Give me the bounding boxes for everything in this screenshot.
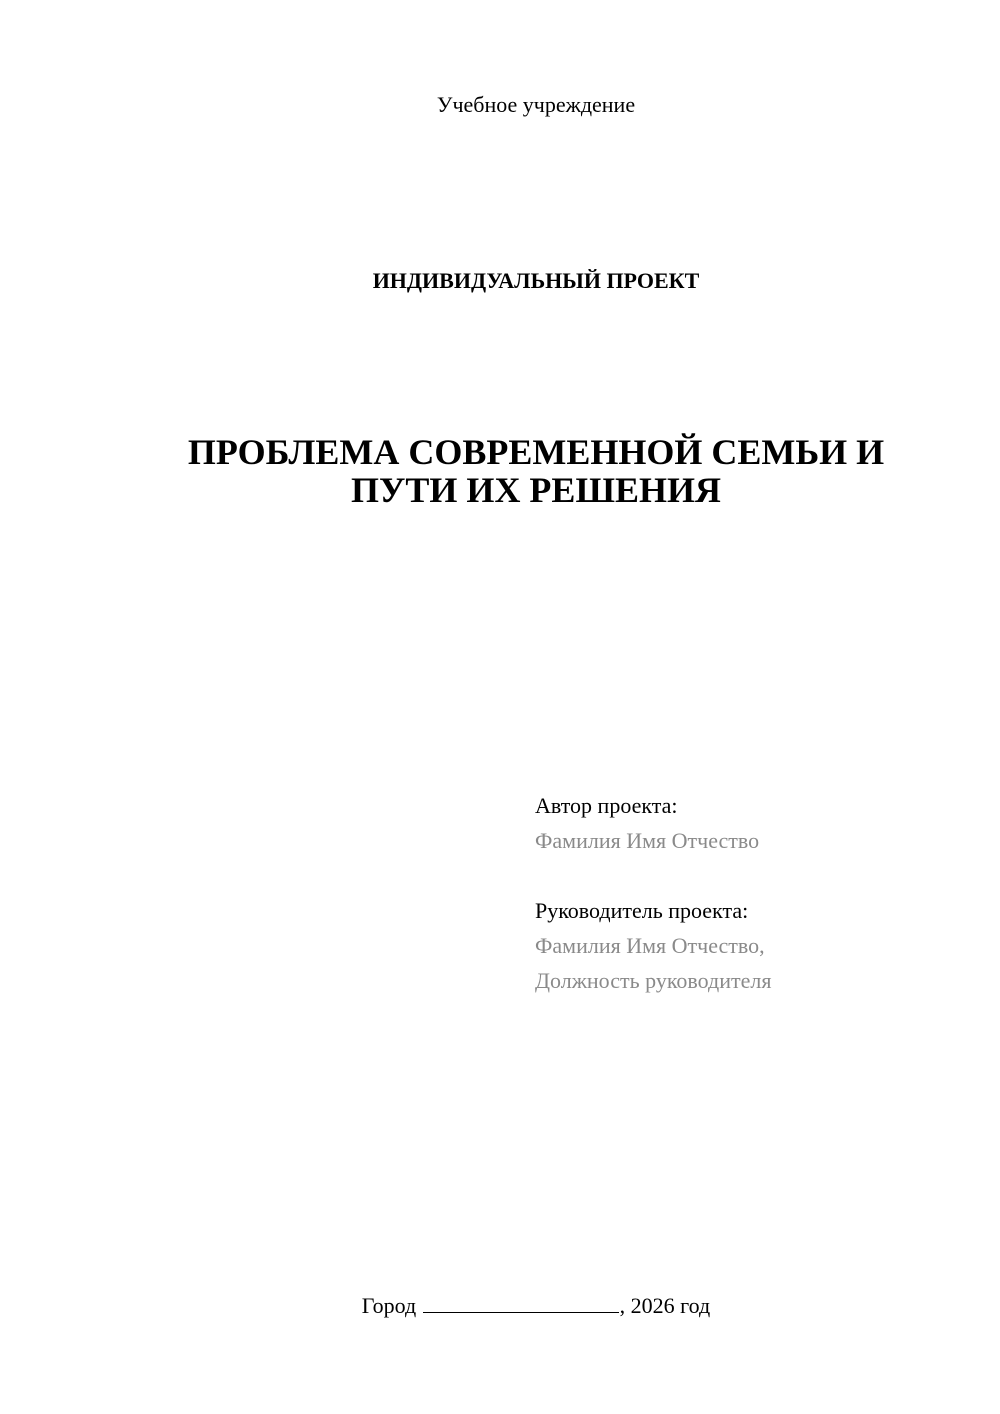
spacer <box>535 858 955 893</box>
project-title-line-1: ПРОБЛЕМА СОВРЕМЕННОЙ СЕМЬИ И <box>187 432 885 472</box>
author-name: Фамилия Имя Отчество <box>535 828 760 853</box>
author-label: Автор проекта: <box>535 793 678 818</box>
project-title <box>120 433 952 509</box>
supervisor-position: Должность руководителя <box>535 968 772 993</box>
city-year-line <box>0 1290 1000 1321</box>
project-title-line-2: ПУТИ ИХ РЕШЕНИЯ <box>351 470 721 510</box>
supervisor-name: Фамилия Имя Отчество, <box>535 933 765 958</box>
city-blank-line <box>423 1290 619 1313</box>
project-info-block <box>535 788 955 998</box>
institution-name: Учебное учреждение <box>436 92 636 117</box>
city-label: Город <box>361 1293 417 1318</box>
document-type: ИНДИВИДУАЛЬНЫЙ ПРОЕКТ <box>372 268 700 293</box>
year-text: , 2026 год <box>619 1293 711 1318</box>
supervisor-label: Руководитель проекта: <box>535 898 749 923</box>
